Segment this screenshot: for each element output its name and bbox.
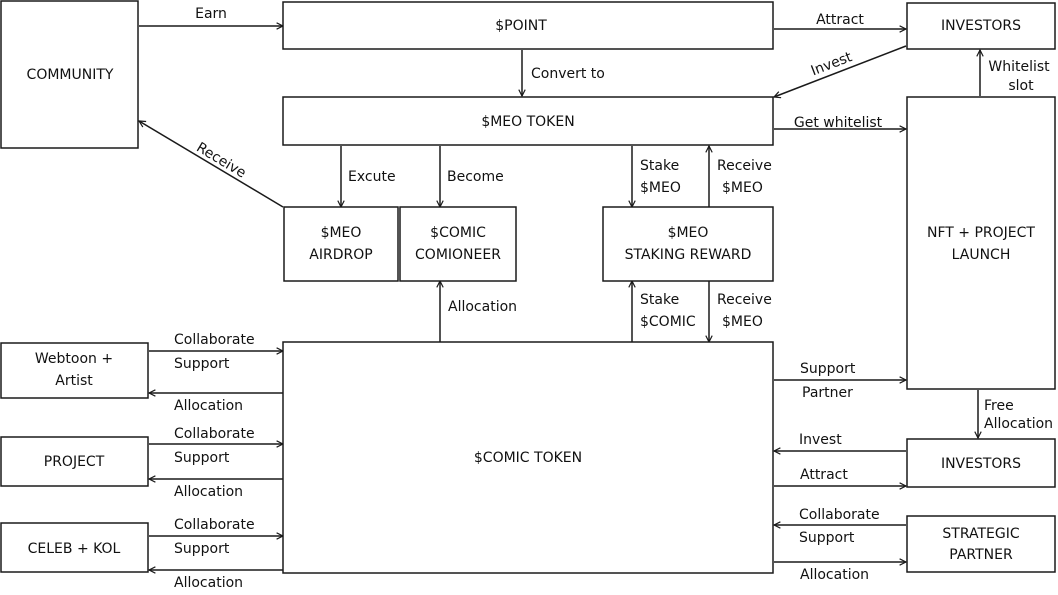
node-meo-staking-reward bbox=[603, 207, 773, 281]
node-community-label: COMMUNITY bbox=[26, 67, 114, 83]
node-investors-bottom bbox=[907, 439, 1055, 487]
node-strategic-line2: PARTNER bbox=[949, 547, 1013, 563]
label-invest-bottom: Invest bbox=[799, 432, 842, 448]
node-celeb-label: CELEB + KOL bbox=[27, 541, 121, 557]
label-webtoon-collab-line2: Support bbox=[174, 356, 230, 372]
node-meo-staking-line1: $MEO bbox=[667, 225, 709, 241]
node-webtoon-artist bbox=[1, 343, 148, 398]
label-free-allocation-line2: Allocation bbox=[984, 416, 1054, 432]
nodes bbox=[1, 1, 1055, 573]
node-nft-launch-line1: NFT + PROJECT bbox=[927, 225, 1035, 241]
label-project-alloc: Allocation bbox=[174, 484, 244, 500]
label-strategic-alloc: Allocation bbox=[800, 567, 870, 583]
node-meo-airdrop bbox=[284, 207, 398, 281]
node-comic-token-label: $COMIC TOKEN bbox=[473, 450, 583, 466]
label-stake-comic-line2: $COMIC bbox=[640, 314, 696, 330]
node-project-label: PROJECT bbox=[43, 454, 105, 470]
label-celeb-collab-line1: Collaborate bbox=[174, 517, 255, 533]
node-strategic-line1: STRATEGIC bbox=[942, 526, 1020, 542]
edge-receive bbox=[139, 121, 283, 207]
label-webtoon-alloc: Allocation bbox=[174, 398, 244, 414]
node-investors-top-label: INVESTORS bbox=[940, 18, 1022, 34]
label-invest-top: Invest bbox=[808, 49, 855, 80]
node-comic-token bbox=[283, 342, 773, 573]
label-receive-meo-bottom-line1: Receive bbox=[717, 292, 772, 308]
node-project bbox=[1, 437, 148, 486]
label-attract-bottom: Attract bbox=[800, 467, 848, 483]
label-stake-comic-line1: Stake bbox=[640, 292, 680, 308]
label-allocation-comioneer: Allocation bbox=[448, 299, 518, 315]
label-receive-meo-top-line1: Receive bbox=[717, 158, 772, 174]
label-project-collab-line1: Collaborate bbox=[174, 426, 255, 442]
node-investors-bottom-label: INVESTORS bbox=[940, 456, 1022, 472]
label-celeb-collab-line2: Support bbox=[174, 541, 230, 557]
node-comic-comioneer bbox=[400, 207, 516, 281]
label-celeb-alloc: Allocation bbox=[174, 575, 244, 591]
node-meo-airdrop-line2: AIRDROP bbox=[309, 247, 373, 263]
label-free-allocation-line1: Free bbox=[984, 398, 1014, 414]
node-community bbox=[1, 1, 138, 148]
label-stake-meo-line2: $MEO bbox=[640, 180, 681, 196]
node-nft-launch bbox=[907, 97, 1055, 389]
node-meo-staking-line2: STAKING REWARD bbox=[624, 247, 752, 263]
node-meo-airdrop-line1: $MEO bbox=[320, 225, 362, 241]
label-receive-meo-bottom-line2: $MEO bbox=[722, 314, 763, 330]
label-excute: Excute bbox=[348, 169, 396, 185]
label-support-partner-line1: Support bbox=[800, 361, 856, 377]
node-point bbox=[283, 2, 773, 49]
label-whitelist-slot-line2: slot bbox=[1008, 78, 1034, 94]
label-receive-meo-top-line2: $MEO bbox=[722, 180, 763, 196]
node-comic-comioneer-line1: $COMIC bbox=[430, 225, 486, 241]
node-comic-comioneer-line2: COMIONEER bbox=[415, 247, 501, 263]
label-strategic-collab-line2: Support bbox=[799, 530, 855, 546]
node-strategic-partner bbox=[907, 516, 1055, 572]
label-become: Become bbox=[447, 169, 504, 185]
label-receive: Receive bbox=[193, 139, 249, 182]
label-stake-meo-line1: Stake bbox=[640, 158, 680, 174]
label-attract-top: Attract bbox=[816, 12, 864, 28]
label-get-whitelist: Get whitelist bbox=[793, 115, 883, 131]
node-meo-token-label: $MEO TOKEN bbox=[481, 114, 575, 130]
node-webtoon-line2: Artist bbox=[55, 373, 93, 389]
node-celeb-kol bbox=[1, 523, 148, 572]
label-convert-to: Convert to bbox=[531, 66, 605, 82]
node-meo-token bbox=[283, 97, 773, 145]
node-nft-launch-line2: LAUNCH bbox=[951, 247, 1011, 263]
node-investors-top bbox=[907, 3, 1055, 49]
node-webtoon-line1: Webtoon + bbox=[34, 351, 114, 367]
label-whitelist-slot-line1: Whitelist bbox=[988, 59, 1050, 75]
label-strategic-collab-line1: Collaborate bbox=[799, 507, 880, 523]
label-earn: Earn bbox=[195, 6, 227, 22]
node-point-label: $POINT bbox=[495, 18, 547, 34]
label-support-partner-line2: Partner bbox=[802, 385, 853, 401]
label-webtoon-collab-line1: Collaborate bbox=[174, 332, 255, 348]
label-project-collab-line2: Support bbox=[174, 450, 230, 466]
